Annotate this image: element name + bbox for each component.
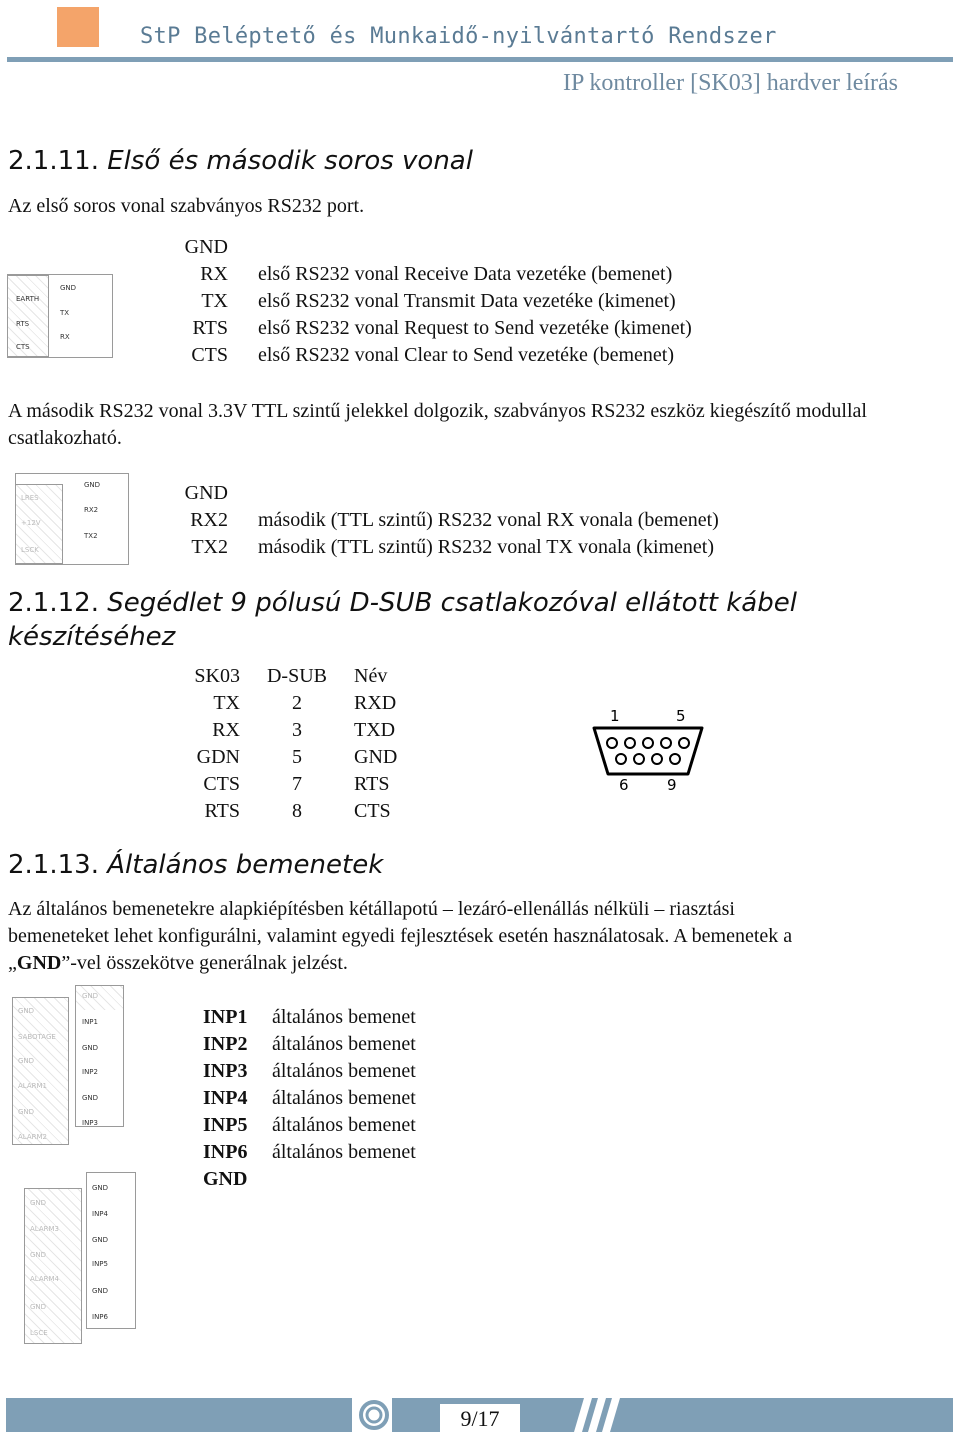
pin-name: GND xyxy=(184,482,228,504)
connector-label: ALARM1 xyxy=(18,1082,47,1090)
connector-label: ALARM4 xyxy=(30,1275,59,1283)
inputs-connector-top xyxy=(8,985,124,1148)
page-number: 9/17 xyxy=(440,1404,520,1434)
section-title-continued: készítéséhez xyxy=(8,622,176,652)
paragraph-line: bemeneteket lehet konfigurálni, valamint egyedi fejlesztések esetén használatosak. A bemenetek a xyxy=(8,925,793,947)
connector-right-block xyxy=(86,1172,136,1329)
input-description: általános bemenet xyxy=(272,1060,416,1082)
connector-label: INP2 xyxy=(82,1068,98,1076)
connector-label: TX2 xyxy=(84,532,98,540)
pin-name: RX2 xyxy=(190,509,228,531)
ttl-pin-list xyxy=(148,480,848,561)
column-header: SK03 xyxy=(194,665,240,687)
connector-label: INP4 xyxy=(92,1210,108,1218)
section-number: 2.1.12. xyxy=(8,588,99,618)
table-cell: CTS xyxy=(203,773,240,795)
footer-stripes-icon xyxy=(570,1398,630,1432)
connector-label: RX2 xyxy=(84,506,99,514)
dsub-pin-label: 1 xyxy=(610,707,620,725)
connector-label: EARTH xyxy=(16,295,40,303)
connector-label: GND xyxy=(30,1199,47,1207)
connector-label: CTS xyxy=(16,343,30,351)
inputs-paragraph xyxy=(8,896,953,977)
dsub-pins xyxy=(607,738,689,764)
section-title: Első és második soros vonal xyxy=(107,146,473,176)
connector-label: GND xyxy=(18,1007,35,1015)
connector-label: GND xyxy=(30,1303,47,1311)
table-cell: 8 xyxy=(292,800,302,822)
paragraph-line: Az általános bemenetekre alapkiépítésben kétállapotú – lezáró-ellenállás nélküli – riasztási xyxy=(8,898,735,920)
input-description: általános bemenet xyxy=(272,1033,416,1055)
rs232-pin-list xyxy=(148,234,848,369)
table-cell: 3 xyxy=(292,719,302,741)
table-cell: GND xyxy=(354,746,398,768)
table-row xyxy=(170,717,424,744)
pin-row xyxy=(148,480,848,507)
table-cell: TXD xyxy=(354,719,396,741)
column-header: D-SUB xyxy=(266,665,327,687)
section-title: Általános bemenetek xyxy=(107,850,384,880)
connector-label: GND xyxy=(84,481,101,489)
connector-label: RTS xyxy=(16,320,30,328)
connector-label: GND xyxy=(92,1184,109,1192)
pin-row xyxy=(148,342,848,369)
pin-name: CTS xyxy=(191,344,228,366)
ttl-connector-diagram xyxy=(15,473,129,565)
table-cell: 5 xyxy=(292,746,302,768)
connector-label: GND xyxy=(92,1287,109,1295)
input-description: általános bemenet xyxy=(272,1141,416,1163)
connector-label: LSCE xyxy=(30,1329,48,1337)
table-cell: 2 xyxy=(292,692,302,714)
pin-row xyxy=(148,315,848,342)
list-item xyxy=(200,1139,600,1166)
table-row xyxy=(170,690,424,717)
connector-label: INP1 xyxy=(82,1018,98,1026)
table-cell: RXD xyxy=(354,692,397,714)
section-number: 2.1.11. xyxy=(8,146,99,176)
input-name: INP2 xyxy=(203,1033,248,1055)
second-line-paragraph: A második RS232 vonal 3.3V TTL szintű jelekkel dolgozik, szabványos RS232 eszköz kiegészítő modullal csatlakozható. xyxy=(8,400,867,449)
table-cell: GDN xyxy=(196,746,240,768)
pin-description: első RS232 vonal Transmit Data vezetéke (kimenet) xyxy=(258,290,676,312)
list-item xyxy=(200,1085,600,1112)
table-cell: RX xyxy=(212,719,240,741)
pin-description: első RS232 vonal Clear to Send vezetéke (bemenet) xyxy=(258,344,674,366)
inputs-list xyxy=(200,1004,600,1193)
dsub-pin-label: 5 xyxy=(676,707,686,725)
dsub-pin-label: 9 xyxy=(667,776,677,794)
input-description: általános bemenet xyxy=(272,1087,416,1109)
header-divider xyxy=(7,57,953,62)
header-subtitle: IP kontroller [SK03] hardver leírás xyxy=(562,70,898,96)
input-description: általános bemenet xyxy=(272,1114,416,1136)
connector-label: SABOTAGE xyxy=(18,1033,56,1041)
intro-paragraph: Az első soros vonal szabványos RS232 port. xyxy=(8,195,365,217)
table-cell: 7 xyxy=(292,773,302,795)
emphasis-gnd: GND xyxy=(16,952,62,974)
section-heading-2-1-12 xyxy=(8,586,948,654)
column-header: Név xyxy=(354,665,388,687)
connector-right-block xyxy=(75,985,124,1127)
connector-label: INP3 xyxy=(82,1119,98,1127)
connector-label: GND xyxy=(92,1236,109,1244)
section-number: 2.1.13. xyxy=(8,850,99,880)
table-cell: RTS xyxy=(354,773,390,795)
inputs-connector-bottom xyxy=(22,1172,136,1344)
connector-label: GND xyxy=(60,284,77,292)
pin-description: első RS232 vonal Receive Data vezetéke (bemenet) xyxy=(258,263,673,285)
pin-description: második (TTL szintű) RS232 vonal RX vonala (bemenet) xyxy=(258,509,719,531)
paragraph-line xyxy=(8,950,953,977)
table-cell: RTS xyxy=(204,800,240,822)
connector-label: ALARM2 xyxy=(18,1133,47,1141)
input-name: INP1 xyxy=(203,1006,248,1028)
input-description: általános bemenet xyxy=(272,1006,416,1028)
dsub-pinout-table xyxy=(170,663,424,825)
connector-label: INP6 xyxy=(92,1313,108,1321)
header-logo-square xyxy=(57,7,99,47)
header-title: StP Beléptető és Munkaidő-nyilvántartó Rendszer xyxy=(140,24,777,49)
table-cell: CTS xyxy=(354,800,391,822)
connector-label: ALARM3 xyxy=(30,1225,59,1233)
connector-label: GND xyxy=(18,1108,35,1116)
connector-label: LRES xyxy=(21,494,39,502)
pin-row xyxy=(148,261,848,288)
section-heading-2-1-11 xyxy=(8,146,473,176)
pin-name: GND xyxy=(184,236,228,258)
pin-description: második (TTL szintű) RS232 vonal TX vonala (kimenet) xyxy=(258,536,715,558)
connector-label: GND xyxy=(30,1251,47,1259)
input-name: INP3 xyxy=(203,1060,248,1082)
table-header-row xyxy=(170,663,424,690)
connector-label: GND xyxy=(82,992,99,1000)
input-name: INP5 xyxy=(203,1114,248,1136)
input-name: INP6 xyxy=(203,1141,248,1163)
dsub-pin-label: 6 xyxy=(619,776,629,794)
pin-name: RX xyxy=(200,263,228,285)
connector-label: GND xyxy=(82,1094,99,1102)
pin-row xyxy=(148,234,848,261)
pin-row xyxy=(148,507,848,534)
connector-left-block xyxy=(24,1188,82,1344)
pin-description: első RS232 vonal Request to Send vezetéke (kimenet) xyxy=(258,317,692,339)
pin-row xyxy=(148,534,848,561)
dsub-connector-icon xyxy=(588,704,708,800)
list-item xyxy=(200,1004,600,1031)
connector-label: +12V xyxy=(21,519,41,527)
input-name: GND xyxy=(203,1168,248,1190)
connector-label: TX xyxy=(60,309,70,317)
rs232-connector-diagram xyxy=(7,274,113,358)
list-item xyxy=(200,1112,600,1139)
connector-label: GND xyxy=(18,1057,35,1065)
table-row xyxy=(170,771,424,798)
section-heading-2-1-13 xyxy=(8,850,383,880)
table-cell: TX xyxy=(213,692,240,714)
quote-mark: „ xyxy=(8,952,17,974)
section-title: Segédlet 9 pólusú D-SUB csatlakozóval ellátott kábel xyxy=(107,588,797,618)
table-row xyxy=(170,744,424,771)
dsub-shell-outline xyxy=(594,728,702,774)
pin-row xyxy=(148,288,848,315)
connector-left-block xyxy=(12,997,69,1145)
pin-name: TX2 xyxy=(191,536,228,558)
pin-name: TX xyxy=(201,290,228,312)
list-item xyxy=(200,1058,600,1085)
pin-name: RTS xyxy=(192,317,228,339)
connector-label: GND xyxy=(82,1044,99,1052)
footer-logo-icon xyxy=(352,1398,392,1432)
list-item xyxy=(200,1166,600,1193)
connector-label: RX xyxy=(60,333,70,341)
table-row xyxy=(170,798,424,825)
list-item xyxy=(200,1031,600,1058)
paragraph-line-end: ”-vel összekötve generálnak jelzést. xyxy=(61,952,348,974)
connector-label: LSCK xyxy=(21,546,39,554)
connector-label: INP5 xyxy=(92,1260,108,1268)
input-name: INP4 xyxy=(203,1087,248,1109)
